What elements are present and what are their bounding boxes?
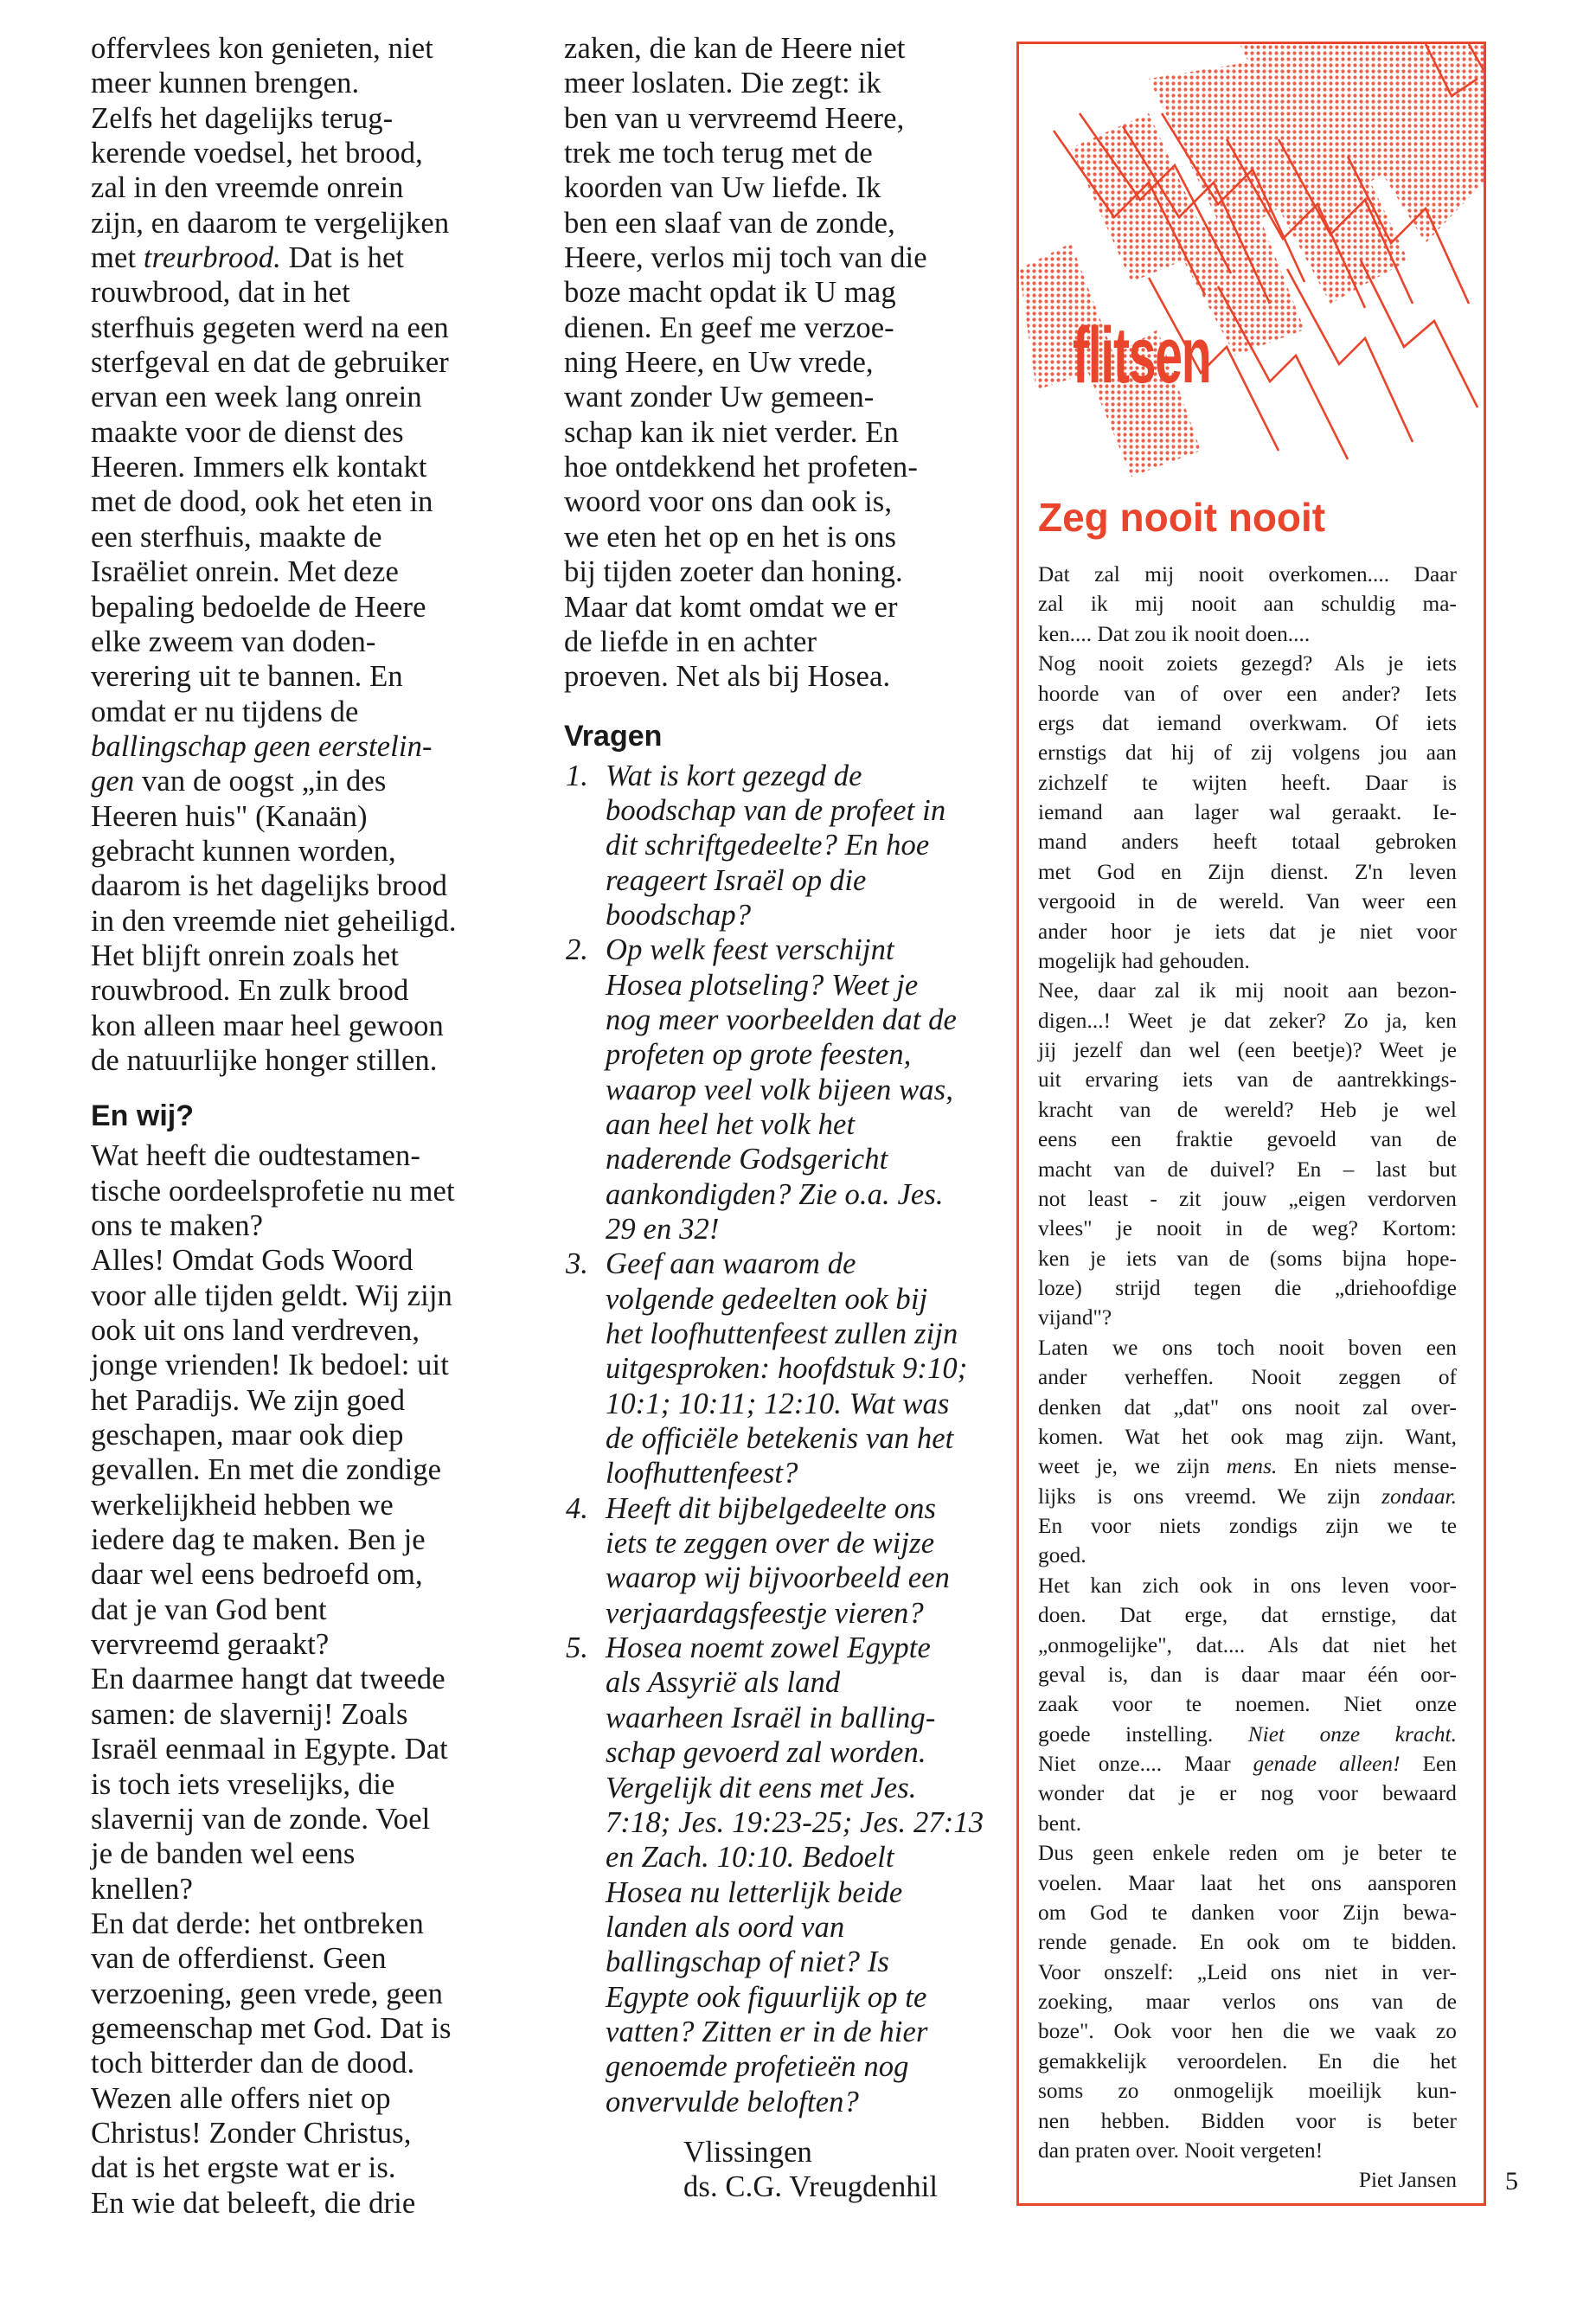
text-line: hoe ontdekkend het profeten- <box>564 451 918 484</box>
text-line: bij tijden zoeter dan honing. <box>564 555 903 589</box>
question-line: het loofhuttenfeest zullen zijn <box>606 1317 958 1351</box>
text-line: dan praten over. Nooit vergeten! <box>1038 2138 1324 2163</box>
text-line: gemeenschap met God. Dat is <box>91 2011 452 2045</box>
text-line: not least - zit jouw „eigen verdorven <box>1038 1186 1457 1211</box>
text-line: koorden van Uw liefde. Ik <box>564 171 881 205</box>
text-line: schap kan ik niet verder. En <box>564 415 899 449</box>
text-line: sterfgeval en dat de gebruiker <box>91 346 449 380</box>
text-line: knellen? <box>91 1872 193 1906</box>
text-line: samen: de slavernij! Zoals <box>91 1697 408 1731</box>
question-line: waarop veel volk bijeen was, <box>606 1073 953 1106</box>
text-line: iedere dag te maken. Ben je <box>91 1523 426 1557</box>
text-line: En wie dat beleeft, die drie <box>91 2186 416 2220</box>
text-line: zichzelf te wijten heeft. Daar is <box>1038 770 1457 795</box>
text-line: komen. Wat het ook mag zijn. Want, <box>1038 1424 1457 1449</box>
sidebar-title: Zeg nooit nooit <box>1038 495 1326 540</box>
paragraph-block <box>564 31 997 695</box>
question-line: boodschap van de profeet in <box>606 793 946 827</box>
question-line: als Assyrië als land <box>606 1666 841 1700</box>
lightning-stripes-graphic <box>1019 44 1484 494</box>
question-line: uitgesproken: hoofdstuk 9:10; <box>606 1352 968 1386</box>
text-line: kracht van de wereld? Heb je wel <box>1038 1097 1457 1122</box>
question-line: Vergelijk dit eens met Jes. <box>606 1771 917 1804</box>
text-line: zal in den vreemde onrein <box>91 171 404 205</box>
text-line: daar wel eens bedroefd om, <box>91 1558 423 1592</box>
text-line: En daarmee hangt dat tweede <box>91 1663 445 1696</box>
text-line: ken.... Dat zou ik nooit doen.... <box>1038 621 1311 646</box>
text-line: hoorde van of over een ander? Iets <box>1038 681 1457 706</box>
text-line: ernstigs dat hij of zij volgens jou aan <box>1038 740 1457 766</box>
text-line: meer kunnen brengen. <box>91 67 360 100</box>
text-line: Zelfs het dagelijks terug- <box>91 101 394 135</box>
question-line: schap gevoerd zal worden. <box>606 1736 926 1770</box>
text-line: slavernij van de zonde. Voel <box>91 1802 431 1836</box>
text-line: denken dat „dat" ons nooit zal over- <box>1038 1394 1457 1420</box>
question-line: aankondigden? Zie o.a. Jes. <box>606 1177 944 1211</box>
question-line: vatten? Zitten er in de hier <box>606 2015 928 2048</box>
text-line: proeven. Net als bij Hosea. <box>564 660 891 694</box>
text-line: zaak voor te noemen. Niet onze <box>1038 1692 1457 1717</box>
signature-name: ds. C.G. Vreugdenhil <box>683 2170 939 2204</box>
text-line: Christus! Zonder Christus, <box>91 2116 412 2150</box>
text-line: mand anders heeft totaal gebroken <box>1038 830 1457 855</box>
text-line: Maar dat komt omdat we er <box>564 590 898 624</box>
paragraph-block <box>91 799 523 1079</box>
text-line: weet je, we zijn mens. En niets mense- <box>1038 1454 1457 1479</box>
text-line: rouwbrood, dat in het <box>91 276 350 310</box>
text-line: verzoening, geen vrede, geen <box>91 1977 443 2010</box>
text-line: sterfhuis gegeten werd na een <box>91 311 449 344</box>
text-line: werkelijkheid hebben we <box>91 1488 394 1522</box>
text-line: meer loslaten. Die zegt: ik <box>564 67 881 100</box>
text-line: Wezen alle offers niet op <box>91 2081 391 2115</box>
text-line: Nee, daar zal ik mij nooit aan bezon- <box>1038 978 1457 1003</box>
author-name: Piet Jansen <box>1358 2168 1457 2193</box>
text-line: gemakkelijk veroordelen. En die het <box>1038 2048 1457 2073</box>
text-line: digen...! Weet je dat zeker? Zo ja, ken <box>1038 1008 1457 1033</box>
text-line: goede instelling. Niet onze kracht. <box>1038 1721 1457 1747</box>
question-line: de officiële betekenis van het <box>606 1422 954 1456</box>
text-line: dienen. En geef me verzoe- <box>564 311 894 344</box>
text-line: bent. <box>1038 1811 1082 1836</box>
text-line: Laten we ons toch nooit boven een <box>1038 1335 1457 1360</box>
text-line: Alles! Omdat Gods Woord <box>91 1244 413 1278</box>
question-line: landen als oord van <box>606 1910 845 1944</box>
text-line: kon alleen maar heel gewoon <box>91 1009 444 1042</box>
text-line: vijand"? <box>1038 1305 1112 1330</box>
text-line: omdat er nu tijdens de <box>91 695 359 728</box>
question-item <box>564 1631 997 2119</box>
text-line: met treurbrood. Dat is het <box>91 241 405 275</box>
text-line: elke zweem van doden- <box>91 625 376 658</box>
text-line: „onmogelijke", dat.... Als dat niet het <box>1038 1632 1457 1657</box>
text-line: ander hoor je iets dat je niet voor <box>1038 919 1457 944</box>
text-line: nen hebben. Bidden voor is beter <box>1038 2108 1457 2133</box>
text-line: van de offerdienst. Geen <box>91 1942 387 1976</box>
text-line: En dat derde: het ontbreken <box>91 1907 424 1940</box>
text-line: boze macht opdat ik U mag <box>564 276 896 310</box>
paragraph-block <box>1038 1779 1457 2165</box>
text-line: de natuurlijke honger stillen. <box>91 1043 438 1077</box>
question-line: onvervulde beloften? <box>606 2085 859 2118</box>
article-column-1 <box>91 31 523 2221</box>
text-line: Heeren huis" (Kanaän) <box>91 799 368 833</box>
text-line: jonge vrienden! Ik bedoel: uit <box>91 1349 449 1382</box>
question-line: Wat is kort gezegd de <box>606 759 862 792</box>
question-number: 1. <box>566 759 588 792</box>
text-line: ballingschap geen eerstelin- <box>91 729 433 763</box>
text-line: uit ervaring iets van de aantrekkings- <box>1038 1067 1457 1093</box>
text-line: soms zo onmogelijk moeilijk kun- <box>1038 2079 1457 2104</box>
question-number: 2. <box>566 933 588 967</box>
text-line: ander verheffen. Nooit zeggen of <box>1038 1365 1457 1390</box>
question-line: Op welk feest verschijnt <box>606 933 894 967</box>
signature-place: Vlissingen <box>683 2135 812 2169</box>
text-line: lijks is ons vreemd. We zijn zondaar. <box>1038 1484 1457 1509</box>
question-line: 7:18; Jes. 19:23-25; Jes. 27:13 <box>606 1805 984 1839</box>
text-line: ook uit ons land verdreven, <box>91 1314 420 1348</box>
text-line: vervreemd geraakt? <box>91 1628 330 1662</box>
text-line: ben een slaaf van de zonde, <box>564 206 895 240</box>
question-line: waarop wij bijvoorbeeld een <box>606 1561 951 1595</box>
section-heading-en-wij: En wij? <box>91 1099 194 1133</box>
text-line: een sterfhuis, maakte de <box>91 520 382 554</box>
question-number: 3. <box>566 1247 588 1281</box>
text-line: rende genade. En ook om te bidden. <box>1038 1930 1457 1955</box>
question-number: 5. <box>566 1631 588 1665</box>
text-line: geschapen, maar ook diep <box>91 1419 404 1452</box>
section-kicker: flitsen <box>1073 311 1211 400</box>
text-line: jij jezelf dan wel (een beetje)? Weet je <box>1038 1038 1457 1062</box>
text-line: toch bitterder dan de dood. <box>91 2047 415 2080</box>
text-line: daarom is het dagelijks brood <box>91 869 447 903</box>
text-line: is toch iets vreselijks, die <box>91 1767 395 1801</box>
question-line: waarheen Israël in balling- <box>606 1701 936 1734</box>
text-line: kerende voedsel, het brood, <box>91 137 423 170</box>
article-column-2 <box>564 31 997 2205</box>
signature <box>564 2135 997 2205</box>
text-line: ons te maken? <box>91 1209 264 1242</box>
text-line: trek me toch terug met de <box>564 137 873 170</box>
question-item <box>564 1491 997 1631</box>
text-line: doen. Dat erge, dat ernstige, dat <box>1038 1603 1457 1628</box>
text-line: we eten het op en het is ons <box>564 520 897 554</box>
question-item <box>564 759 997 933</box>
question-line: profeten op grote feesten, <box>606 1038 912 1072</box>
text-line: gebracht kunnen worden, <box>91 834 396 868</box>
question-line: en Zach. 10:10. Bedoelt <box>606 1841 894 1875</box>
question-line: naderende Godsgericht <box>606 1143 888 1176</box>
question-line: genoemde profetieën nog <box>606 2050 909 2084</box>
text-line: Dat zal mij nooit overkomen.... Daar <box>1038 562 1457 586</box>
text-line: offervlees kon genieten, niet <box>91 32 433 65</box>
text-line: Wat heeft die oudtestamen- <box>91 1139 420 1173</box>
text-line: Heeren. Immers elk kontakt <box>91 451 427 484</box>
question-line: boodschap? <box>606 898 752 932</box>
text-line: voor alle tijden geldt. Wij zijn <box>91 1279 452 1312</box>
text-line: eens een fraktie gevoeld van de <box>1038 1127 1457 1152</box>
text-line: gen van de oogst „in des <box>91 765 387 798</box>
text-line: in den vreemde niet geheiligd. <box>91 904 457 938</box>
paragraph-block <box>1038 560 1457 1452</box>
question-line: Geef aan waarom de <box>606 1247 856 1281</box>
text-line: Israëliet onrein. Met deze <box>91 555 399 589</box>
question-line: 10:1; 10:11; 12:10. Wat was <box>606 1387 950 1420</box>
question-line: nog meer voorbeelden dat de <box>606 1003 957 1036</box>
question-number: 4. <box>566 1491 588 1525</box>
text-line: ben van u vervreemd Heere, <box>564 101 905 135</box>
text-line: want zonder Uw gemeen- <box>564 381 875 414</box>
text-line: de liefde in en achter <box>564 625 817 658</box>
text-line: Het blijft onrein zoals het <box>91 939 400 972</box>
question-line: Heeft dit bijbelgedeelte ons <box>606 1491 937 1525</box>
question-line: Hosea nu letterlijk beide <box>606 1875 903 1909</box>
paragraph-block <box>91 1138 523 2221</box>
question-item <box>564 933 997 1247</box>
sidebar-box <box>1016 42 1486 2206</box>
text-line: geval is, dan is daar maar één oor- <box>1038 1662 1457 1687</box>
text-line: woord voor ons dan ook is, <box>564 485 893 519</box>
paragraph-block <box>1038 1511 1457 1720</box>
text-line: En voor niets zondigs zijn we te <box>1038 1514 1457 1538</box>
text-line: ning Heere, en Uw vrede, <box>564 346 874 380</box>
text-line: dat is het ergste wat er is. <box>91 2151 396 2185</box>
text-line: om God te danken voor Zijn bewa- <box>1038 1900 1457 1925</box>
text-line: zal ik mij nooit aan schuldig ma- <box>1038 592 1457 617</box>
question-line: ballingschap of niet? Is <box>606 1945 889 1979</box>
question-line: aan heel het volk het <box>606 1107 856 1141</box>
text-line: mogelijk had gehouden. <box>1038 948 1250 973</box>
question-line: Hosea noemt zowel Egypte <box>606 1631 931 1665</box>
question-line: Egypte ook figuurlijk op te <box>606 1980 927 2014</box>
text-line: zijn, en daarom te vergelijken <box>91 206 450 240</box>
text-line: zaken, die kan de Heere niet <box>564 32 906 65</box>
text-line: Heere, verlos mij toch van die <box>564 241 927 275</box>
text-line: verering uit te bannen. En <box>91 660 403 694</box>
question-line: loofhuttenfeest? <box>606 1457 798 1490</box>
text-line: boze". Ook voor hen die we vaak zo <box>1038 2019 1457 2044</box>
question-line: 29 en 32! <box>606 1213 720 1246</box>
question-line: reageert Israël op die <box>606 863 867 897</box>
text-line: zoeking, maar verlos ons van de <box>1038 1990 1457 2014</box>
text-line: je de banden wel eens <box>91 1837 356 1871</box>
text-line: maakte voor de dienst des <box>91 415 404 449</box>
question-line: Hosea plotseling? Weet je <box>606 968 919 1002</box>
text-line: Het kan zich ook in ons leven voor- <box>1038 1573 1457 1598</box>
question-line: volgende gedeelten ook bij <box>606 1282 928 1316</box>
text-line: ergs dat iemand overkwam. Of iets <box>1038 710 1457 735</box>
question-item <box>564 1247 997 1490</box>
question-line: dit schriftgedeelte? En hoe <box>606 829 930 862</box>
text-line: vergooid in de wereld. Van weer een <box>1038 889 1457 914</box>
question-line: iets te zeggen over de wijze <box>606 1527 935 1561</box>
text-line: goed. <box>1038 1543 1086 1568</box>
text-line: met God en Zijn dienst. Z'n leven <box>1038 859 1457 884</box>
text-line: macht van de duivel? En – last but <box>1038 1157 1457 1182</box>
text-line: vlees" je nooit in de weg? Kortom: <box>1038 1216 1457 1241</box>
text-line: wonder dat je er nog voor bewaard <box>1038 1781 1457 1806</box>
text-line: Niet onze.... Maar genade alleen! Een <box>1038 1752 1457 1776</box>
text-line: bepaling bedoelde de Heere <box>91 590 426 624</box>
text-line: gevallen. En met die zondige <box>91 1453 442 1487</box>
text-line: voelen. Maar laat het ons aansporen <box>1038 1870 1457 1895</box>
sidebar-body <box>1038 560 1457 2195</box>
text-line: ken je iets van de (soms bijna hope- <box>1038 1246 1457 1271</box>
question-line: verjaardagsfeestje vieren? <box>606 1596 924 1630</box>
paragraph-block <box>91 275 523 728</box>
paragraph-block <box>91 31 523 240</box>
text-line: loze) strijd tegen die „driehoofdige <box>1038 1276 1457 1300</box>
page-number: 5 <box>1505 2167 1518 2195</box>
text-line: iemand aan lager wal geraakt. Ie- <box>1038 800 1457 824</box>
text-line: rouwbrood. En zulk brood <box>91 974 409 1008</box>
text-line: ervan een week lang onrein <box>91 381 422 414</box>
text-line: Nog nooit zoiets gezegd? Als je iets <box>1038 651 1457 676</box>
text-line: Dus geen enkele reden om je beter te <box>1038 1841 1457 1866</box>
text-line: Voor onszelf: „Leid ons niet in ver- <box>1038 1959 1457 1984</box>
text-line: tische oordeelsprofetie nu met <box>91 1174 455 1208</box>
questions-list <box>564 759 997 2119</box>
text-line: Israël eenmaal in Egypte. Dat <box>91 1733 448 1766</box>
text-line: dat je van God bent <box>91 1593 327 1626</box>
text-line: met de dood, ook het eten in <box>91 485 433 519</box>
text-line: het Paradijs. We zijn goed <box>91 1383 406 1417</box>
section-heading-vragen: Vragen <box>564 719 663 753</box>
